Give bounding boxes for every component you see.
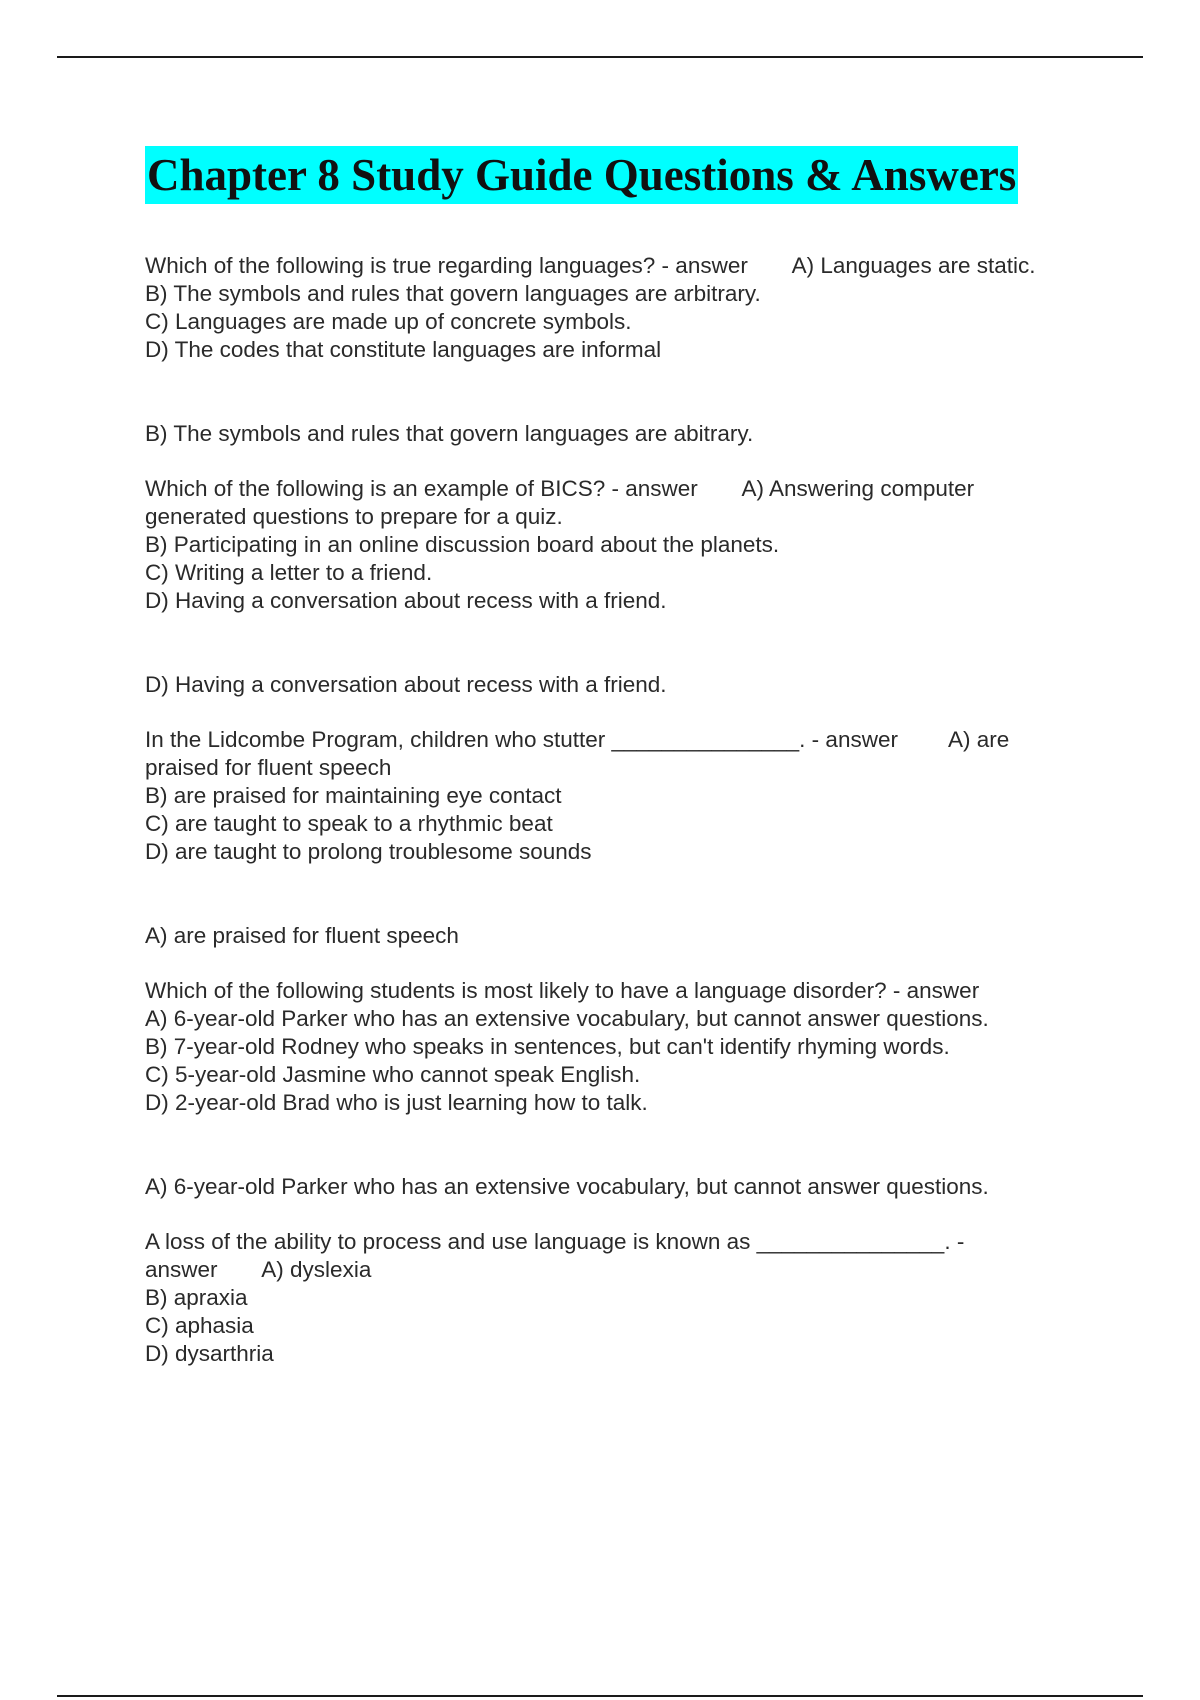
- option: C) Languages are made up of concrete symbols.: [145, 309, 632, 334]
- option: B) are praised for maintaining eye contact: [145, 783, 562, 808]
- qa-item-4: [145, 977, 1080, 1201]
- qa-item-3: [145, 726, 1080, 950]
- qa-item-5: [145, 1228, 1080, 1368]
- question-text: Which of the following students is most likely to have a language disorder? - answer: [145, 978, 980, 1003]
- option: B) apraxia: [145, 1285, 248, 1310]
- option: C) Writing a letter to a friend.: [145, 560, 433, 585]
- page-title: Chapter 8 Study Guide Questions & Answers: [145, 146, 1018, 204]
- answer-text: A) are praised for fluent speech: [145, 923, 459, 948]
- option: D) are taught to prolong troublesome sounds: [145, 839, 592, 864]
- option: B) Participating in an online discussion board about the planets.: [145, 532, 780, 557]
- option: B) 7-year-old Rodney who speaks in sentences, but can't identify rhyming words.: [145, 1034, 950, 1059]
- option: C) are taught to speak to a rhythmic beat: [145, 811, 553, 836]
- option: C) 5-year-old Jasmine who cannot speak English.: [145, 1062, 641, 1087]
- qa-item-2: [145, 475, 1080, 699]
- question-text: Which of the following is true regarding languages? - answer A) Languages are static.: [145, 253, 1036, 278]
- question-list: [145, 252, 1080, 1368]
- question-text: A loss of the ability to process and use language is known as _______________. - answer A) dyslexia: [145, 1229, 971, 1282]
- option: D) Having a conversation about recess with a friend.: [145, 588, 667, 613]
- title-block: [145, 146, 1018, 204]
- answer-text: A) 6-year-old Parker who has an extensive vocabulary, but cannot answer questions.: [145, 1174, 989, 1199]
- option: A) 6-year-old Parker who has an extensive vocabulary, but cannot answer questions.: [145, 1006, 989, 1031]
- footer-rule: [57, 1695, 1143, 1697]
- option: D) The codes that constitute languages are informal: [145, 337, 662, 362]
- option: D) 2-year-old Brad who is just learning how to talk.: [145, 1090, 648, 1115]
- answer-text: B) The symbols and rules that govern languages are abitrary.: [145, 421, 754, 446]
- answer-text: D) Having a conversation about recess with a friend.: [145, 672, 667, 697]
- option: B) The symbols and rules that govern languages are arbitrary.: [145, 281, 761, 306]
- question-text: In the Lidcombe Program, children who stutter _______________. - answer A) are praised for fluent speech: [145, 727, 1016, 780]
- question-text: Which of the following is an example of BICS? - answer A) Answering computer generated questions to prepare for a quiz.: [145, 476, 981, 529]
- qa-item-1: [145, 252, 1080, 448]
- option: D) dysarthria: [145, 1341, 274, 1366]
- option: C) aphasia: [145, 1313, 254, 1338]
- header-rule: [57, 56, 1143, 58]
